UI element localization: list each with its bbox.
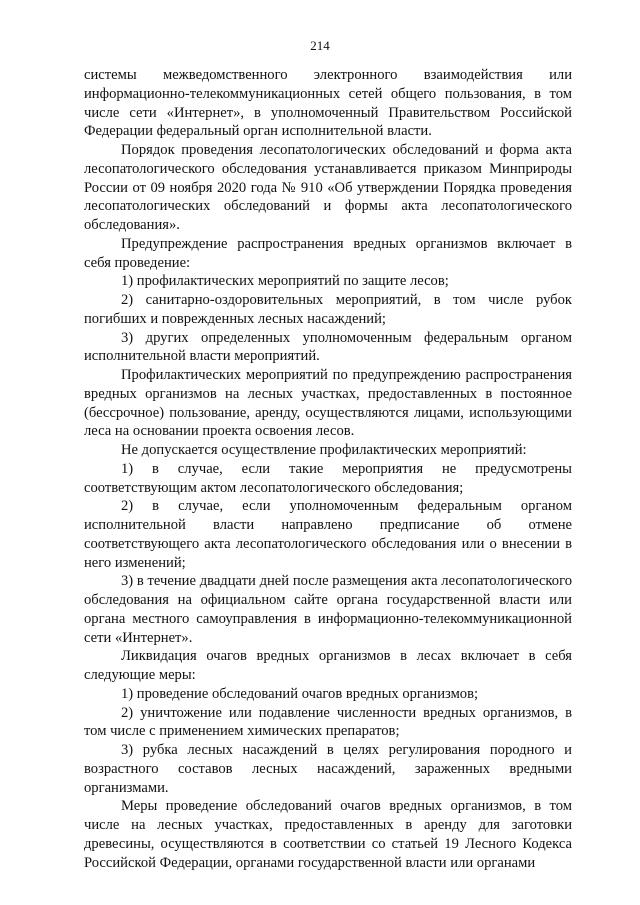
paragraph: системы межведомственного электронного взаимодействия или информационно-телекоммуникационных сетей общего пользования, в том числе сети «Интернет», в уполномоченный Правительством Российской Федерации федеральный орган исполнительной власти. xyxy=(84,67,572,140)
paragraph: Меры проведение обследований очагов вредных организмов, в том числе на лесных участках, предоставленных в аренду для заготовки древесины, осуществляются в соответствии со статьей 19 Лесного Кодекса Российской Федерации, органами государственной власти или органами xyxy=(84,798,572,871)
document-body xyxy=(84,66,572,872)
paragraph: 2) уничтожение или подавление численности вредных организмов, в том числе с применением химических препаратов; xyxy=(84,704,572,740)
paragraph: 2) санитарно-оздоровительных мероприятий, в том числе рубок погибших и поврежденных лесных насаждений; xyxy=(84,292,572,327)
paragraph: 1) профилактических мероприятий по защите лесов; xyxy=(121,273,449,290)
paragraph: Порядок проведения лесопатологических обследований и форма акта лесопатологического обследования устанавливается приказом Минприроды России от 09 ноября 2020 года № 910 «Об утверждении Порядка проведения лесопатологических обследований и формы акта лесопатологического обследования». xyxy=(84,142,572,233)
paragraph: 3) в течение двадцати дней после размещения акта лесопатологического обследования на официальном сайте органа государственной власти или органа местного самоуправления в информационно-телекоммуникационной сети «Интернет». xyxy=(84,573,572,646)
paragraph: Профилактических мероприятий по предупреждению распространения вредных организмов на лесных участках, предоставленных в постоянное (бессрочное) пользование, аренду, осуществляются лицами, использующими леса на основании проекта освоения лесов. xyxy=(84,367,572,440)
paragraph: Предупреждение распространения вредных организмов включает в себя проведение: xyxy=(84,235,572,271)
paragraph: 2) в случае, если уполномоченным федеральным органом исполнительной власти направлено предписание об отмене соответствующего акта лесопатологического обследования или о внесении в него изменений; xyxy=(84,498,572,571)
page-number: 214 xyxy=(310,38,330,53)
paragraph: 3) других определенных уполномоченным федеральным органом исполнительной власти мероприятий. xyxy=(84,329,572,365)
paragraph: 3) рубка лесных насаждений в целях регулирования породного и возрастного составов лесных насаждений, зараженных вредными организмами. xyxy=(84,742,572,796)
paragraph: 1) проведение обследований очагов вредных организмов; xyxy=(121,685,479,702)
paragraph: 1) в случае, если такие мероприятия не предусмотрены соответствующим актом лесопатологического обследования; xyxy=(84,460,572,496)
paragraph: Не допускается осуществление профилактических мероприятий: xyxy=(121,442,527,458)
paragraph: Ликвидация очагов вредных организмов в лесах включает в себя следующие меры: xyxy=(84,648,572,683)
